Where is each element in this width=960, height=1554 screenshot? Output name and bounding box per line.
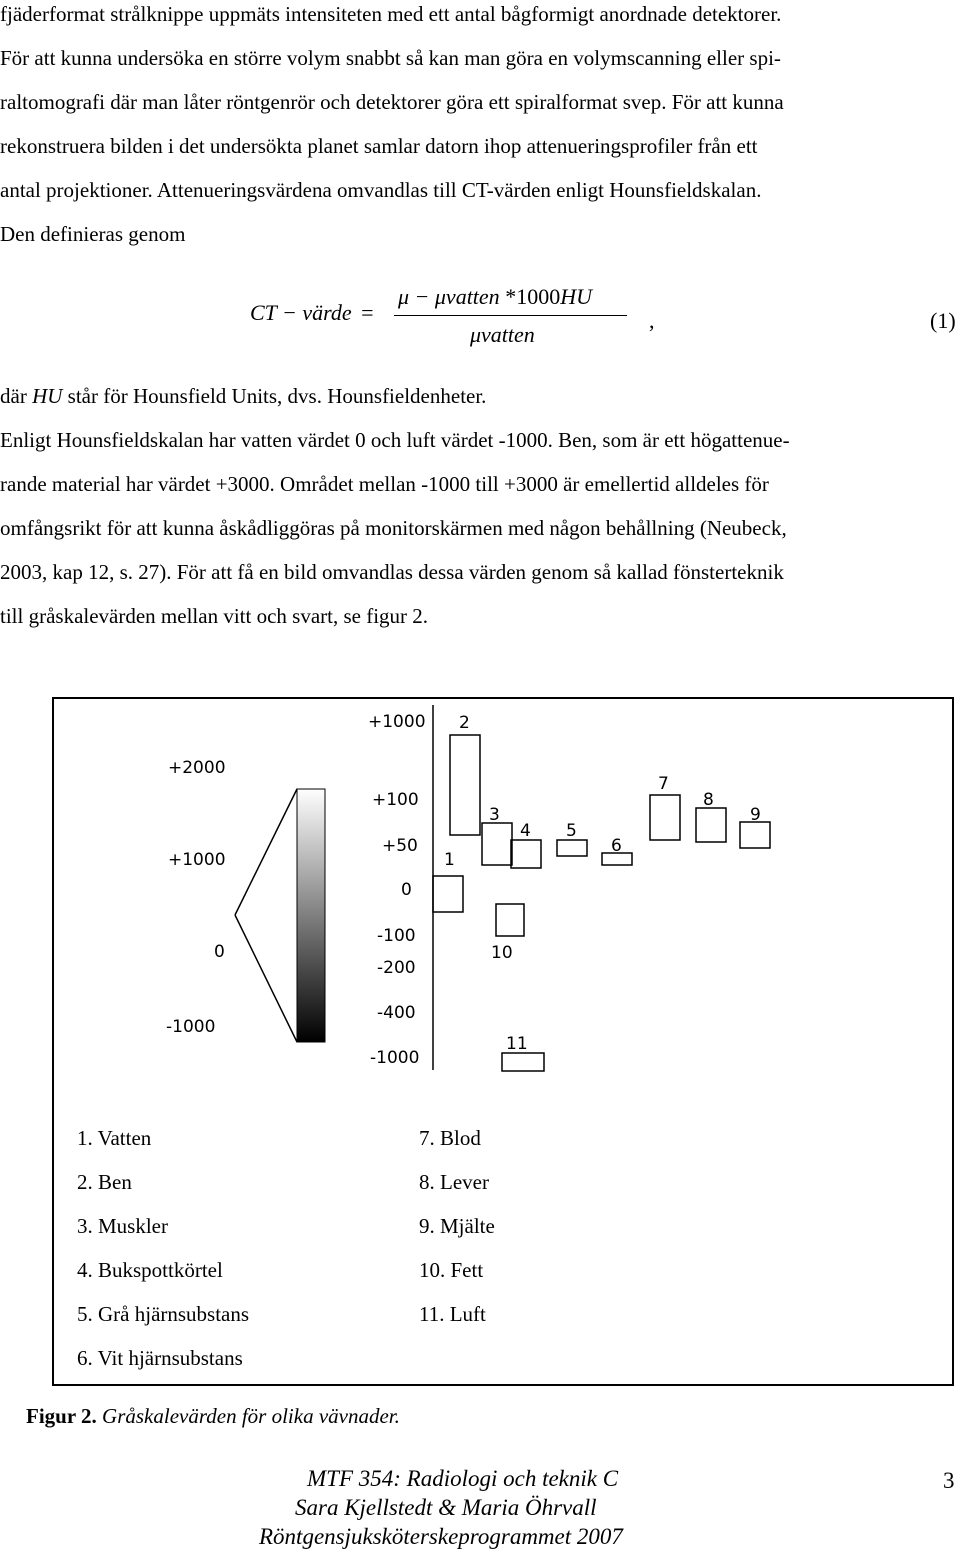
legend-item: 9. Mjälte (419, 1214, 495, 1238)
tissue-number: 10 (491, 943, 513, 963)
legend-item: 5. Grå hjärnsubstans (77, 1302, 250, 1326)
window-scale-label: -100 (377, 926, 416, 946)
footer-course: MTF 354: Radiologi och teknik C (307, 1466, 619, 1491)
text-line: Den definieras genom (0, 222, 186, 246)
text-line: 2003, kap 12, s. 27). För att få en bild omvandlas dessa värden genom så kallad fönsterteknik (0, 560, 784, 584)
text-line: rande material har värdet +3000. Området mellan -1000 till +3000 är emellertid alldeles för (0, 472, 769, 496)
tissue-number: 5 (566, 821, 577, 841)
text-line: raltomografi där man låter röntgenrör och detektorer göra ett spiralformat svep. För att kunna (0, 90, 784, 114)
legend-item: 8. Lever (419, 1170, 489, 1194)
text-line: För att kunna undersöka en större volym snabbt så kan man göra en volymscanning eller spi- (0, 46, 781, 70)
left-scale-label: 0 (214, 942, 225, 962)
tissue-box-luft (502, 1053, 544, 1071)
tissue-number: 1 (444, 850, 455, 870)
equation-numerator: μ − μvatten *1000HU (398, 284, 592, 309)
caption-label: Figur 2. (26, 1404, 97, 1428)
page-number: 3 (943, 1468, 955, 1493)
left-scale-label: -1000 (166, 1017, 216, 1037)
window-line-bottom (235, 915, 297, 1042)
legend-item: 2. Ben (77, 1170, 132, 1194)
legend-item: 1. Vatten (77, 1126, 152, 1150)
legend-item: 3. Muskler (77, 1214, 168, 1238)
window-scale-label: -1000 (370, 1048, 420, 1068)
window-scale-label: -200 (377, 958, 416, 978)
footer-authors: Sara Kjellstedt & Maria Öhrvall (295, 1495, 597, 1520)
tissue-box-mjalte (740, 822, 770, 848)
figure-caption (26, 1404, 400, 1429)
legend-item: 10. Fett (419, 1258, 484, 1282)
caption-text: Gråskalevärden för olika vävnader. (96, 1404, 400, 1428)
tissue-box-bukspottkortel (511, 840, 541, 868)
footer-program: Röntgensjuksköterskeprogrammet 2007 (259, 1524, 623, 1549)
tissue-box-fett (496, 904, 524, 936)
left-scale-label: +1000 (168, 850, 226, 870)
tissue-number: 7 (658, 774, 669, 794)
tissue-number: 8 (703, 790, 714, 810)
text-line: omfångsrikt för att kunna åskådliggöras på monitorskärmen med någon behållning (Neubeck, (0, 516, 787, 540)
tissue-number: 11 (506, 1034, 528, 1054)
tissue-number: 6 (611, 836, 622, 856)
left-scale-label: +2000 (168, 758, 226, 778)
equation-lhs: CT − värde = (250, 300, 374, 325)
window-line-top (235, 789, 297, 915)
equation-comma: , (649, 308, 655, 333)
hu-definition: där HU står för Hounsfield Units, dvs. Hounsfieldenheter. (0, 384, 487, 408)
tissue-box-gra-hjarnsubstans (557, 840, 587, 856)
window-scale-label: +50 (382, 836, 418, 856)
equation-denominator: μvatten (470, 322, 535, 347)
tissue-number: 3 (489, 805, 500, 825)
equation-number: (1) (930, 308, 956, 333)
grayscale-bar (297, 789, 325, 1042)
window-scale-label: -400 (377, 1003, 416, 1023)
tissue-box-vatten (433, 876, 463, 912)
legend-item: 6. Vit hjärnsubstans (77, 1346, 243, 1370)
tissue-box-ben (450, 735, 480, 835)
tissue-number: 2 (459, 713, 470, 733)
text-line: rekonstruera bilden i det undersökta planet samlar datorn ihop attenueringsprofiler från ett (0, 134, 758, 158)
text-line: Enligt Hounsfieldskalan har vatten värdet 0 och luft värdet -1000. Ben, som är ett högattenue- (0, 428, 790, 452)
tissue-box-blod (650, 795, 680, 840)
window-scale-label: +1000 (368, 712, 426, 732)
tissue-number: 4 (520, 821, 531, 841)
tissue-number: 9 (750, 805, 761, 825)
window-scale-label: 0 (401, 880, 412, 900)
legend-item: 7. Blod (419, 1126, 481, 1150)
legend-item: 11. Luft (419, 1302, 486, 1326)
text-line: fjäderformat strålknippe uppmäts intensiteten med ett antal bågformigt anordnade detektorer. (0, 2, 782, 26)
window-scale-label: +100 (372, 790, 419, 810)
legend-item: 4. Bukspottkörtel (77, 1258, 223, 1282)
tissue-box-muskler (482, 823, 512, 865)
text-line: antal projektioner. Attenueringsvärdena omvandlas till CT-värden enligt Hounsfieldskalan. (0, 178, 762, 202)
text-line: till gråskalevärden mellan vitt och svart, se figur 2. (0, 604, 429, 628)
tissue-box-lever (696, 808, 726, 842)
